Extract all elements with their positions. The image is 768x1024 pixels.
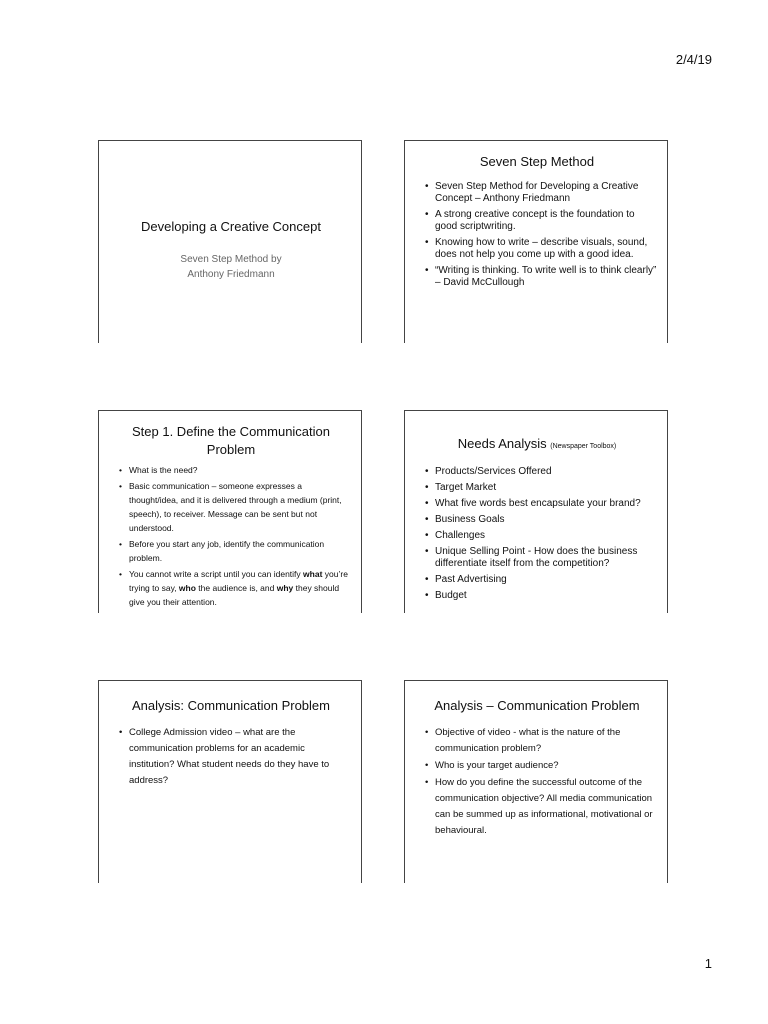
slide-3: [98, 410, 362, 613]
list-item: • Products/Services Offered: [425, 466, 657, 478]
list-item: • Objective of video - what is the nature of the communication problem?: [425, 725, 657, 757]
emphasis-why: why: [276, 583, 294, 593]
list-item: • College Admission video – what are the communication problems for an academic institution? What student needs do they have to address?: [119, 725, 351, 789]
slide-1-title: Developing a Creative Concept: [141, 219, 321, 234]
list-item: • How do you define the successful outcome of the communication objective? All media communication can be summed up as informational, motivational or behavioural.: [425, 775, 657, 839]
slide-4-bullets: [417, 466, 657, 602]
slide-6-title: Analysis – Communication Problem: [434, 698, 640, 713]
list-item: • Past Advertising: [425, 574, 657, 586]
slide-2-bullets: [417, 181, 657, 289]
slide-4-title: [417, 435, 657, 456]
slide-6-bullets: [417, 725, 657, 839]
slide-5-title: Analysis: Communication Problem: [132, 698, 330, 713]
slide-3-bullets: [111, 463, 351, 609]
list-item: • A strong creative concept is the foundation to good scriptwriting.: [425, 209, 657, 233]
slide-1-subtitle: [111, 252, 351, 282]
list-item: • Basic communication – someone expresses a thought/idea, and it is delivered through a medium (print, speech), to receiver. Message can be sent but not understood.: [119, 479, 351, 535]
emphasis-what: what: [303, 569, 323, 579]
list-item: • Challenges: [425, 530, 657, 542]
list-item: • Unique Selling Point - How does the business differentiate itself from the competition?: [425, 546, 657, 570]
page-number: 1: [704, 956, 712, 971]
slide-3-title: Step 1. Define the Communication Problem: [132, 424, 330, 457]
bullet-text: they should give you their attention.: [129, 583, 340, 607]
slide-4-title-note: (Newspaper Toolbox): [550, 443, 617, 450]
slide-5-bullets: [111, 725, 351, 789]
list-item: • Target Market: [425, 482, 657, 494]
bullet-text: You cannot write a script until you can identify: [129, 569, 304, 579]
list-item: • What is the need?: [119, 463, 351, 477]
slide-4-title-text: Needs Analysis: [457, 436, 547, 451]
slide-6: [404, 680, 668, 883]
list-item: • Before you start any job, identify the communication problem.: [119, 537, 351, 565]
list-item: • What five words best encapsulate your brand?: [425, 498, 657, 510]
list-item: • Who is your target audience?: [425, 758, 657, 774]
slide-4: [404, 410, 668, 613]
list-item: [119, 567, 351, 609]
list-item: • Budget: [425, 590, 657, 602]
list-item: • Knowing how to write – describe visuals, sound, does not help you come up with a good idea.: [425, 237, 657, 261]
emphasis-who: who: [178, 583, 196, 593]
slide-2-title: Seven Step Method: [479, 154, 595, 169]
slide-2: [404, 140, 668, 343]
slide-1: [98, 140, 362, 343]
slide-5: [98, 680, 362, 883]
slide-1-subtitle-line1: Seven Step Method by: [180, 254, 282, 265]
list-item: • Seven Step Method for Developing a Creative Concept – Anthony Friedmann: [425, 181, 657, 205]
list-item: • “Writing is thinking. To write well is to think clearly” – David McCullough: [425, 265, 657, 289]
list-item: • Business Goals: [425, 514, 657, 526]
bullet-text: the audience is, and: [195, 583, 277, 593]
slide-1-subtitle-line2: Anthony Friedmann: [187, 269, 275, 280]
page-date: 2/4/19: [675, 52, 712, 67]
bullet-text: you’re trying to say,: [129, 569, 348, 593]
